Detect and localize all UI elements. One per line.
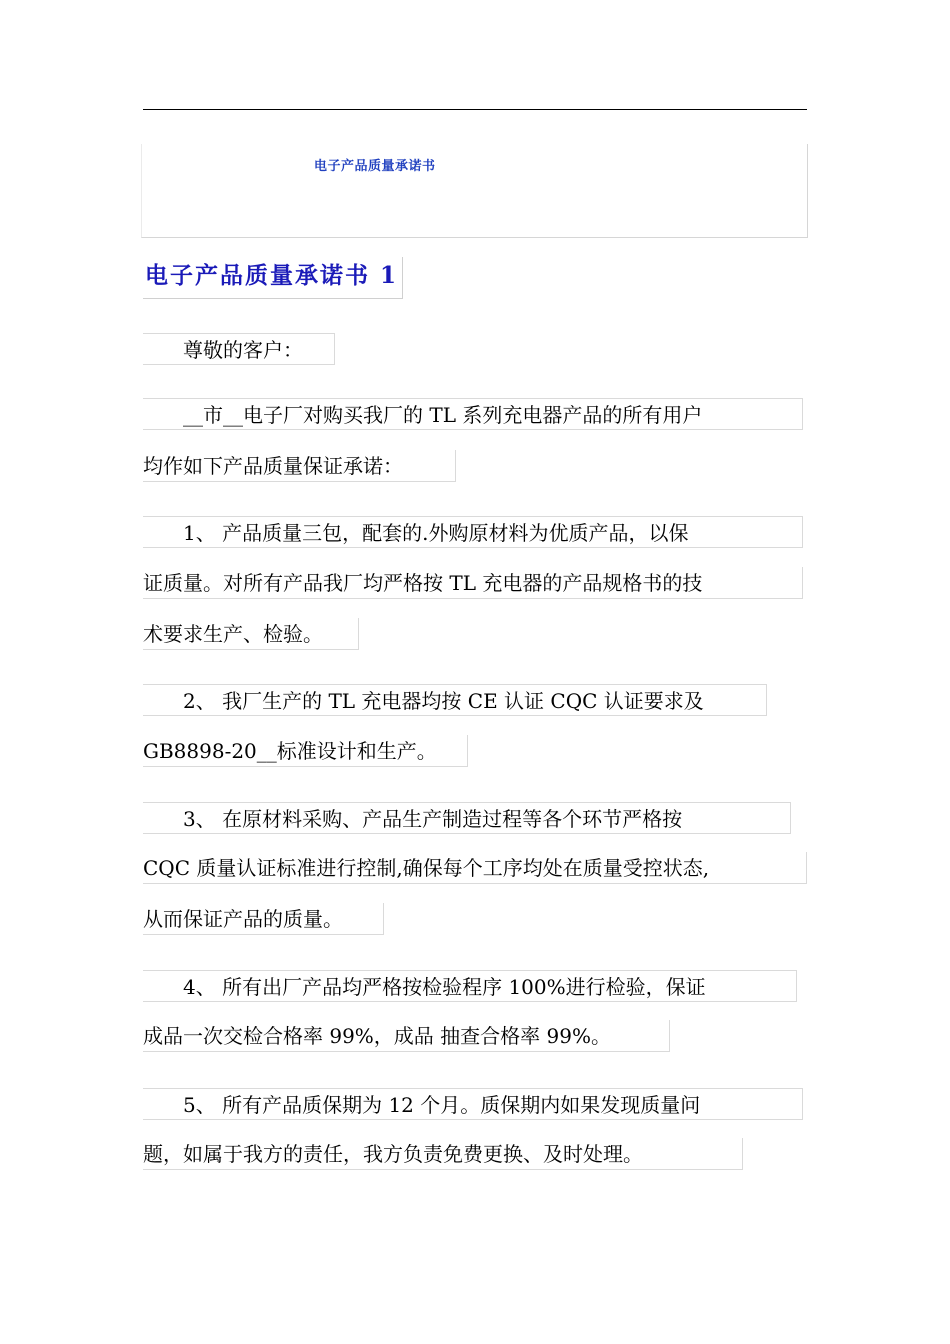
intro-line: __市__电子厂对购买我厂的 TL 系列充电器产品的所有用户 <box>143 398 803 430</box>
document-title: 电子产品质量承诺书 1 <box>143 257 403 299</box>
clause-3-line: 从而保证产品的质量。 <box>143 903 384 935</box>
header-frame <box>141 144 808 238</box>
running-header-title: 电子产品质量承诺书 <box>314 159 436 174</box>
clause-4-line: 4、 所有出厂产品均严格按检验程序 100%进行检验，保证 <box>143 970 797 1002</box>
clause-5-line: 题，如属于我方的责任，我方负责免费更换、及时处理。 <box>143 1138 743 1170</box>
clause-4-line: 成品一次交检合格率 99%，成品 抽查合格率 99%。 <box>143 1020 670 1052</box>
clause-2-line: 2、 我厂生产的 TL 充电器均按 CE 认证 CQC 认证要求及 <box>143 684 767 716</box>
header-rule <box>143 109 807 110</box>
clause-1-line: 术要求生产、检验。 <box>143 618 359 650</box>
intro-line: 均作如下产品质量保证承诺： <box>143 450 456 482</box>
clause-1-line: 1、 产品质量三包，配套的.外购原材料为优质产品，以保 <box>143 516 803 548</box>
clause-1-line: 证质量。对所有产品我厂均严格按 TL 充电器的产品规格书的技 <box>143 567 803 599</box>
clause-5-line: 5、 所有产品质保期为 12 个月。质保期内如果发现质量问 <box>143 1088 803 1120</box>
salutation-line: 尊敬的客户： <box>143 333 335 365</box>
clause-3-line: 3、 在原材料采购、产品生产制造过程等各个环节严格按 <box>143 802 791 834</box>
clause-3-line: CQC 质量认证标准进行控制,确保每个工序均处在质量受控状态, <box>143 852 807 884</box>
clause-2-line: GB8898-20__标准设计和生产。 <box>143 735 468 767</box>
